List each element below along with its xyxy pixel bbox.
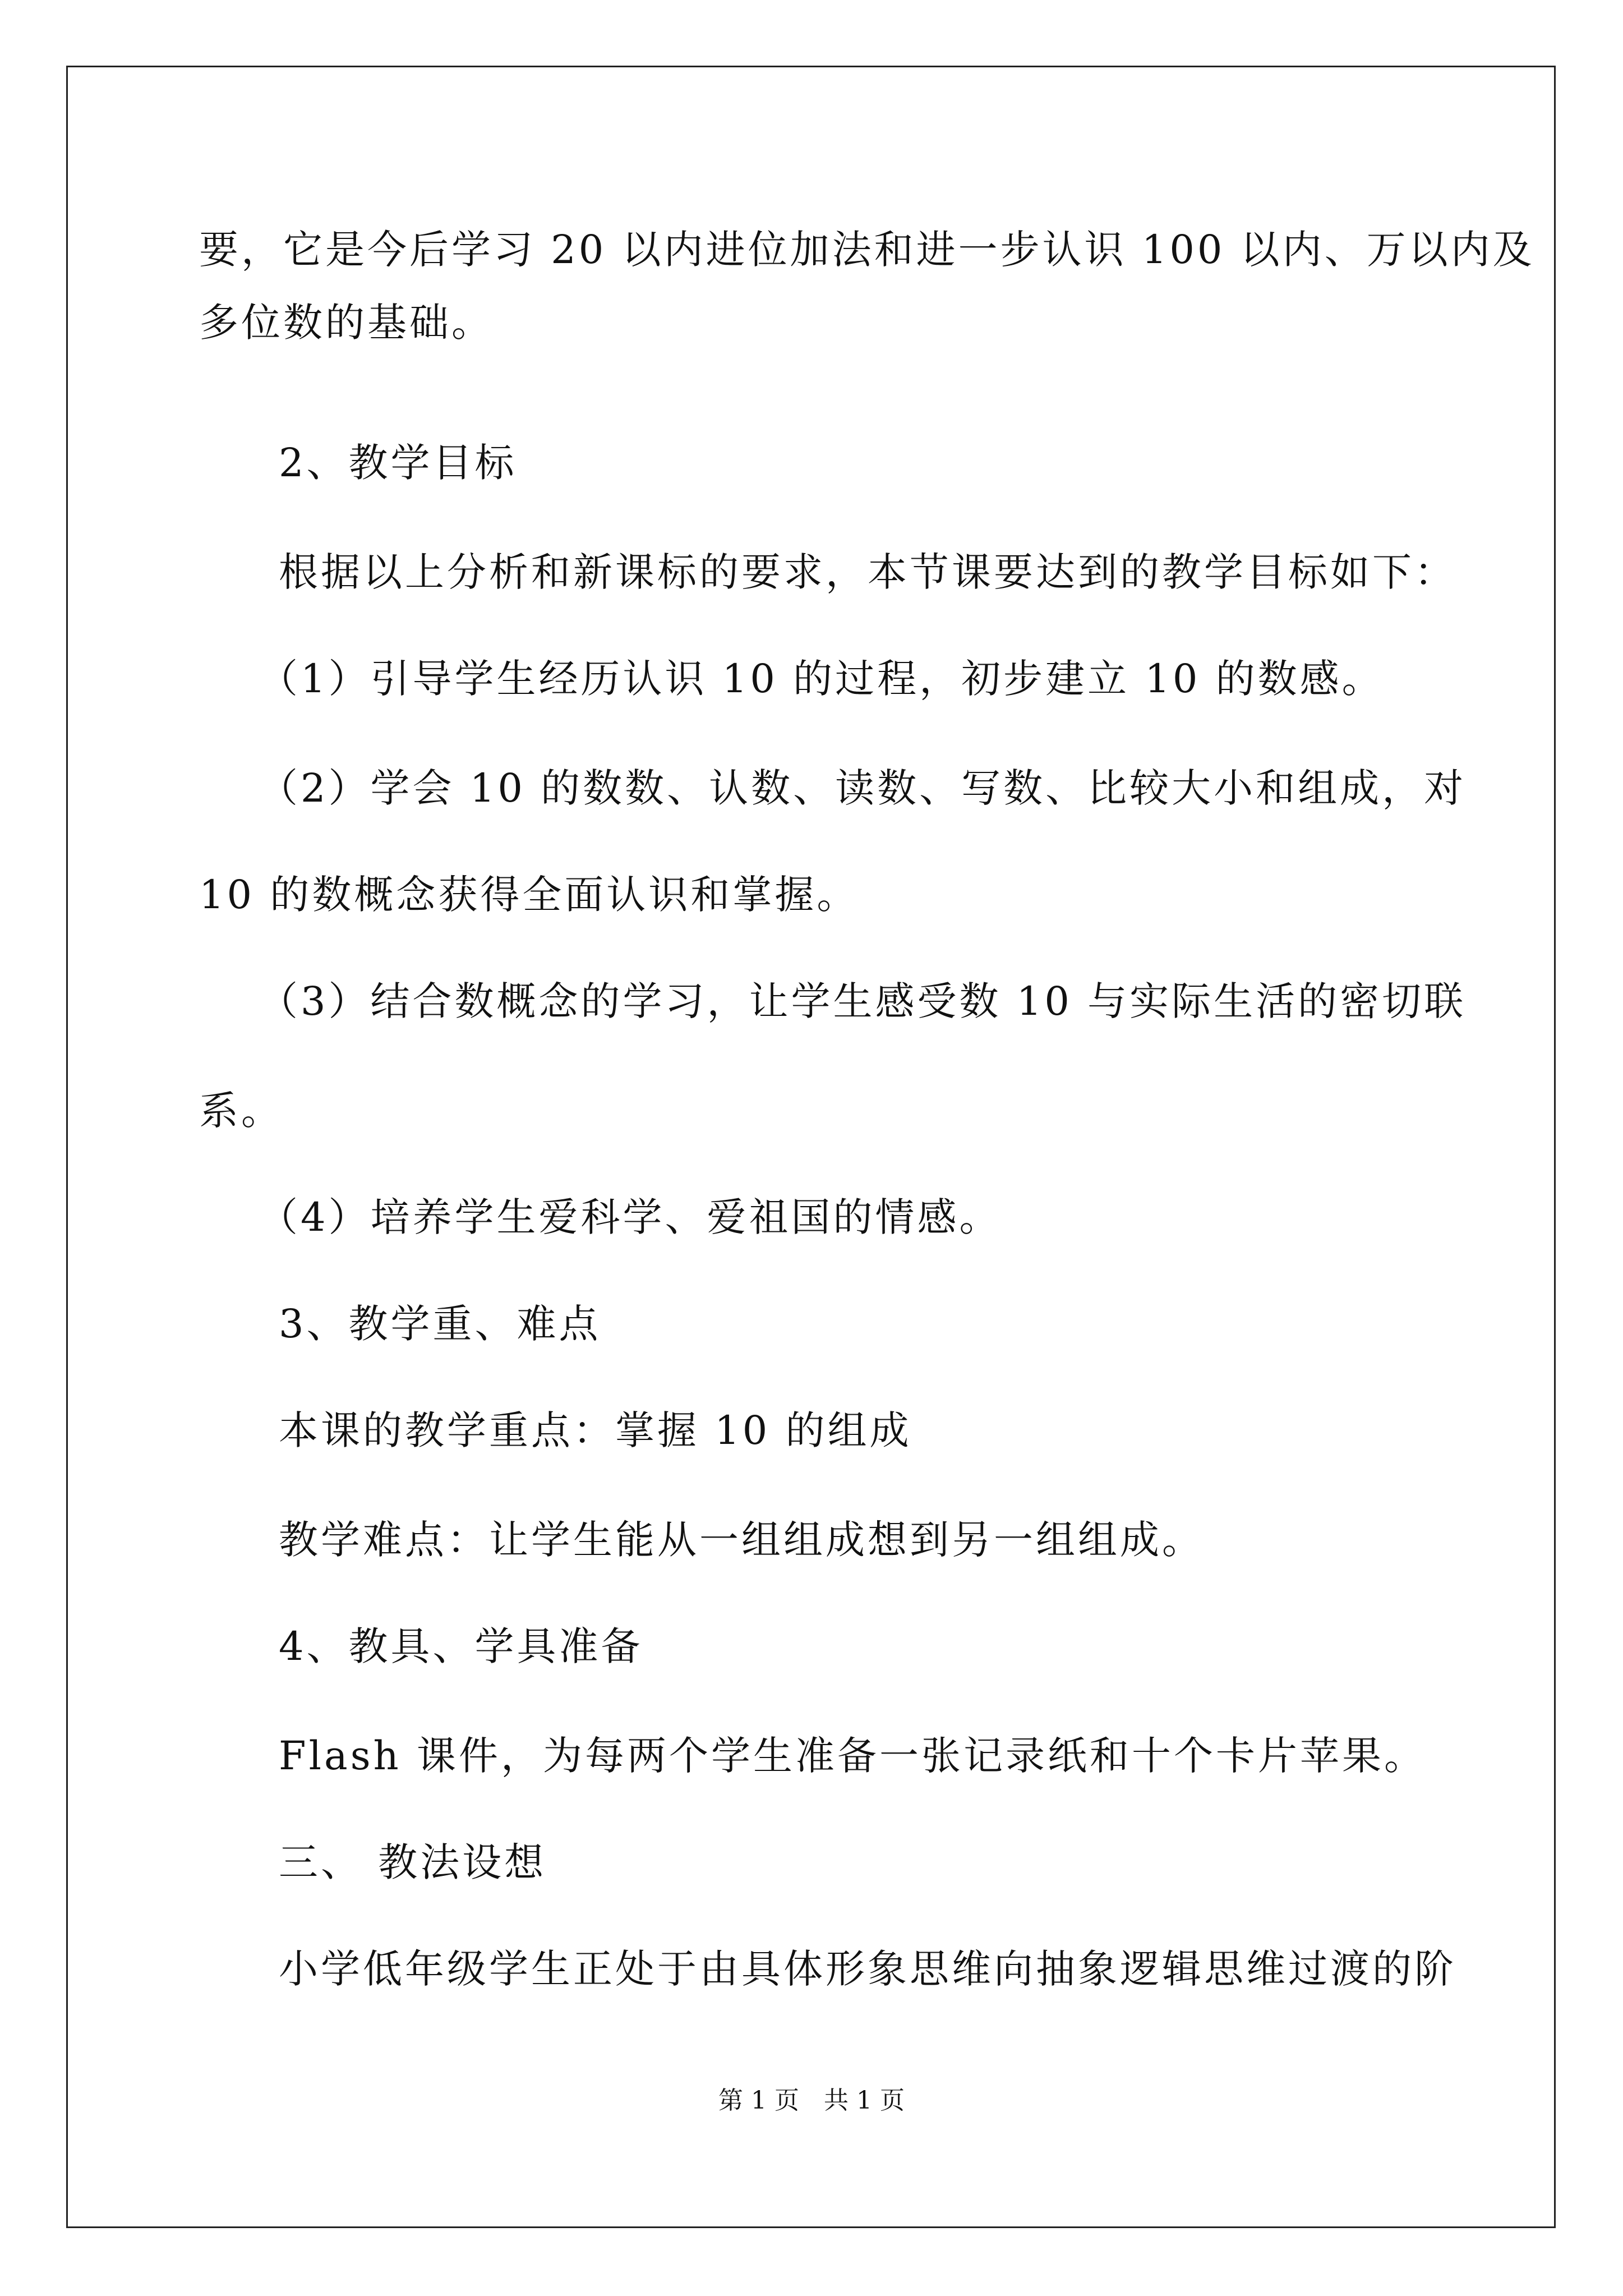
goal-item-4: （4）培养学生爱科学、爱祖国的情感。	[259, 1194, 1002, 1240]
page-border	[66, 66, 1556, 2228]
goal-item-1: （1）引导学生经历认识 10 的过程，初步建立 10 的数感。	[259, 656, 1384, 702]
section-heading-method: 三、 教法设想	[279, 1839, 547, 1885]
goal-item-2-continued: 10 的数概念获得全面认识和掌握。	[199, 872, 859, 918]
text-line-2: 多位数的基础。	[199, 300, 494, 346]
text-line-1: 要，它是今后学习 20 以内进位加法和进一步认识 100 以内、万以内及	[199, 227, 1535, 273]
key-point-text: 本课的教学重点：掌握 10 的组成	[279, 1407, 912, 1453]
section-heading-key-points: 3、教学重、难点	[279, 1301, 601, 1347]
section-heading-materials: 4、教具、学具准备	[279, 1623, 643, 1669]
section-heading-teaching-goals: 2、教学目标	[279, 440, 517, 486]
materials-text: Flash 课件，为每两个学生准备一张记录纸和十个卡片苹果。	[279, 1733, 1426, 1779]
goal-item-3: （3）结合数概念的学习，让学生感受数 10 与实际生活的密切联	[259, 978, 1467, 1024]
goal-item-2: （2）学会 10 的数数、认数、读数、写数、比较大小和组成，对	[259, 765, 1467, 811]
difficulty-text: 教学难点：让学生能从一组组成想到另一组组成。	[279, 1517, 1204, 1563]
method-text: 小学低年级学生正处于由具体形象思维向抽象逻辑思维过渡的阶	[279, 1946, 1456, 1992]
page-footer: 第 1 页 共 1 页	[718, 2086, 905, 2115]
text-line-4: 根据以上分析和新课标的要求，本节课要达到的教学目标如下：	[279, 549, 1456, 595]
goal-item-3-continued: 系。	[199, 1088, 283, 1134]
